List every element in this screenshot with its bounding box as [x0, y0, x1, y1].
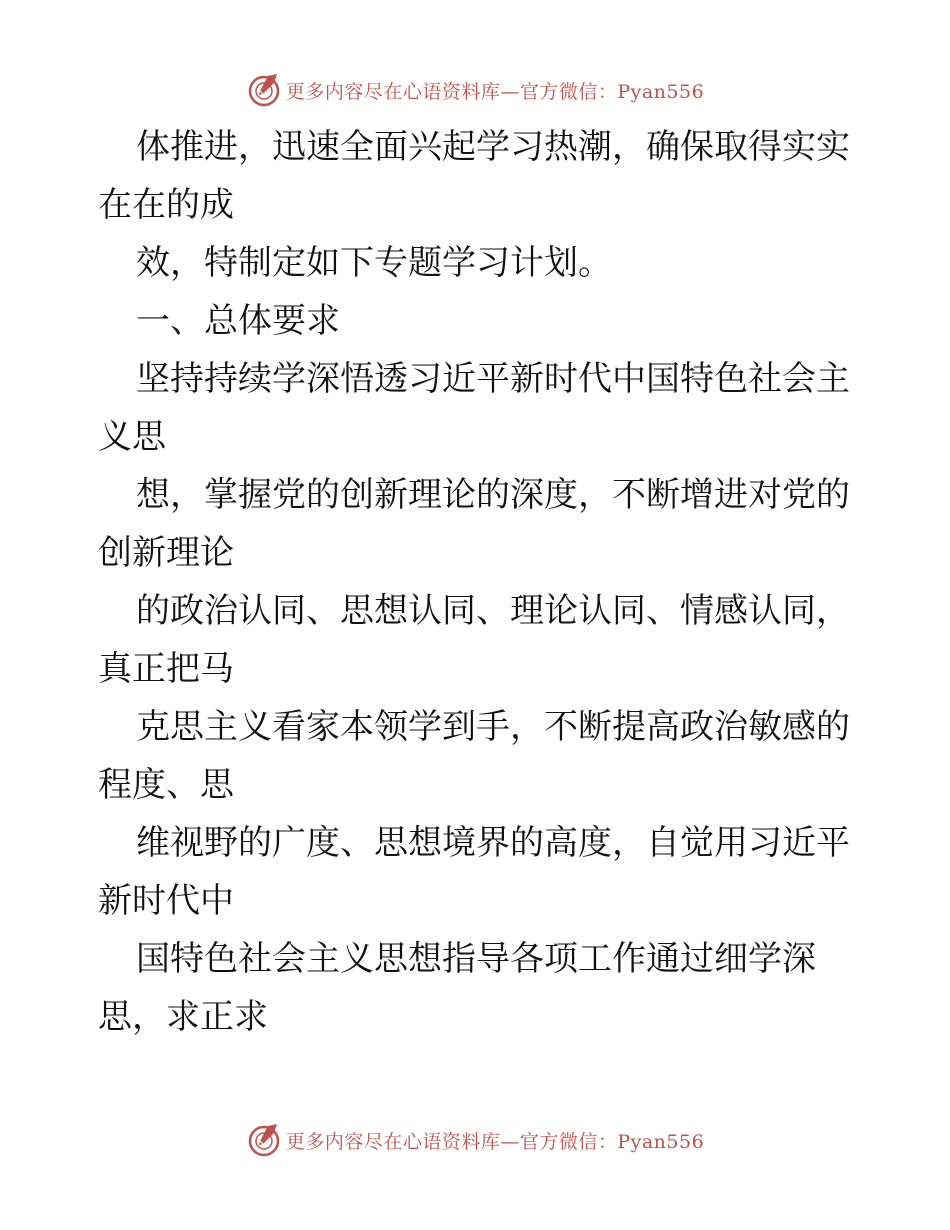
header-watermark	[0, 70, 950, 110]
pen-logo-icon	[246, 1122, 282, 1158]
watermark-text: 更多内容尽在心语资料库—官方微信：Pyan556	[285, 80, 705, 103]
document-body	[98, 118, 858, 1046]
text-line: 的政治认同、思想认同、理论认同、情感认同，	[136, 591, 850, 631]
text-line: 效，特制定如下专题学习计划。	[136, 243, 612, 283]
text-line: 在在的成	[98, 185, 234, 225]
text-line: 一、总体要求	[136, 301, 340, 341]
text-line: 克思主义看家本领学到手，不断提高政治敏感的	[136, 707, 850, 747]
text-line: 想，掌握党的创新理论的深度，不断增进对党的	[136, 475, 850, 515]
text-line: 体推进，迅速全面兴起学习热潮，确保取得实实	[136, 127, 850, 167]
text-line: 思，求正求	[98, 997, 268, 1037]
text-line: 新时代中	[98, 881, 234, 921]
footer-watermark	[0, 1120, 950, 1160]
text-line: 国特色社会主义思想指导各项工作通过细学深	[136, 939, 816, 979]
text-line: 真正把马	[98, 649, 234, 689]
text-line: 义思	[98, 417, 166, 457]
pen-logo-icon	[246, 72, 282, 108]
text-line: 创新理论	[98, 533, 234, 573]
text-line: 程度、思	[98, 765, 234, 805]
text-line: 维视野的广度、思想境界的高度，自觉用习近平	[136, 823, 850, 863]
watermark-text: 更多内容尽在心语资料库—官方微信：Pyan556	[285, 1130, 705, 1153]
text-line: 坚持持续学深悟透习近平新时代中国特色社会主	[136, 359, 850, 399]
